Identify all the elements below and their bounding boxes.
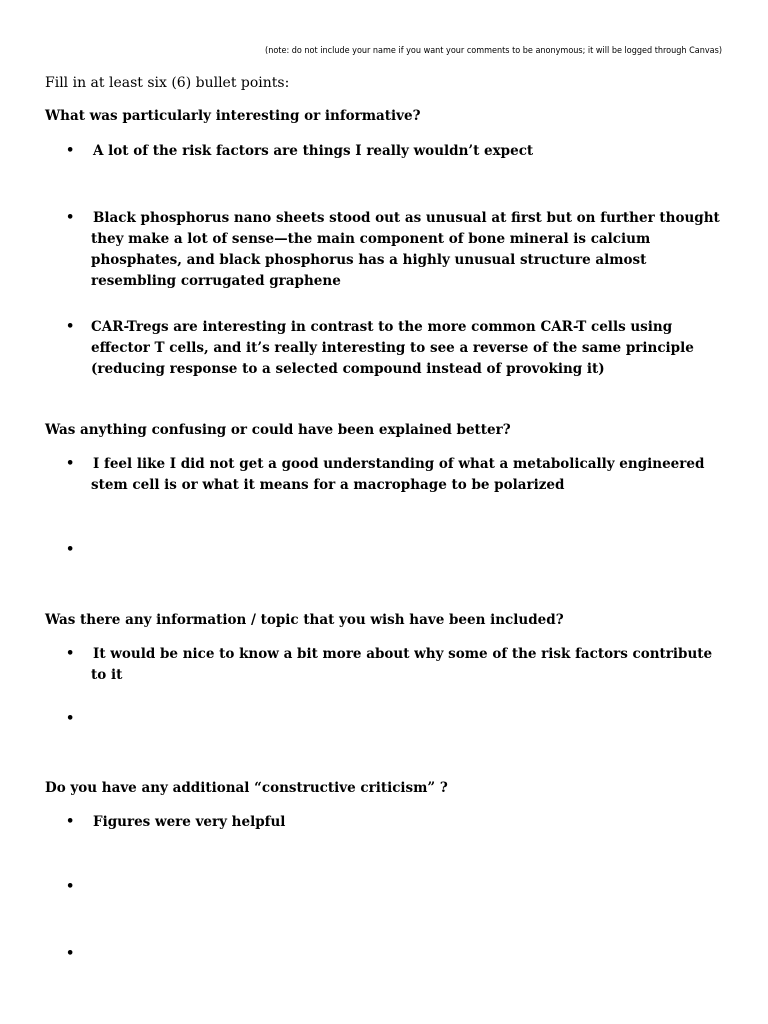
bullet-marker: •	[66, 711, 75, 726]
bullet-marker: •	[66, 879, 75, 894]
question-criticism: Do you have any additional “constructive criticism” ?	[45, 780, 448, 796]
bullet-marker: •	[66, 456, 75, 471]
bullet-marker: •	[66, 646, 75, 661]
anonymity-note: (note: do not include your name if you want your comments to be anonymous; it will be logged through Canvas)	[265, 46, 722, 56]
answer-criticism-1[interactable]: Figures were very helpful	[93, 814, 286, 830]
answer-interesting-2[interactable]: Black phosphorus nano sheets stood out as unusual at first but on further thought they make a lot of sense—the main component of bone mineral is calcium phosphates, and black phosphorus has a highly unusual structure almost resembling corrugated graphene	[91, 210, 720, 289]
bullet-marker: •	[66, 542, 75, 557]
question-interesting: What was particularly interesting or informative?	[45, 108, 421, 124]
bullet-marker: •	[66, 210, 75, 225]
instructions-text: Fill in at least six (6) bullet points:	[45, 75, 290, 91]
answer-wish-included-1[interactable]: It would be nice to know a bit more about why some of the risk factors contribute to it	[91, 646, 713, 683]
question-wish-included: Was there any information / topic that you wish have been included?	[45, 612, 564, 628]
answer-interesting-3[interactable]: CAR-Tregs are interesting in contrast to the more common CAR-T cells using effector T cells, and it’s really interesting to see a reverse of the same principle (reducing response to a selected compound instead of provoking it)	[91, 319, 694, 377]
bullet-marker: •	[66, 814, 75, 829]
bullet-marker: •	[66, 946, 75, 961]
answer-interesting-1[interactable]: A lot of the risk factors are things I really wouldn’t expect	[93, 143, 534, 159]
answer-confusing-1[interactable]: I feel like I did not get a good understanding of what a metabolically engineered stem cell is or what it means for a macrophage to be polarized	[91, 456, 705, 493]
question-confusing: Was anything confusing or could have been explained better?	[45, 422, 511, 438]
bullet-marker: •	[66, 143, 75, 158]
bullet-marker: •	[66, 319, 75, 334]
